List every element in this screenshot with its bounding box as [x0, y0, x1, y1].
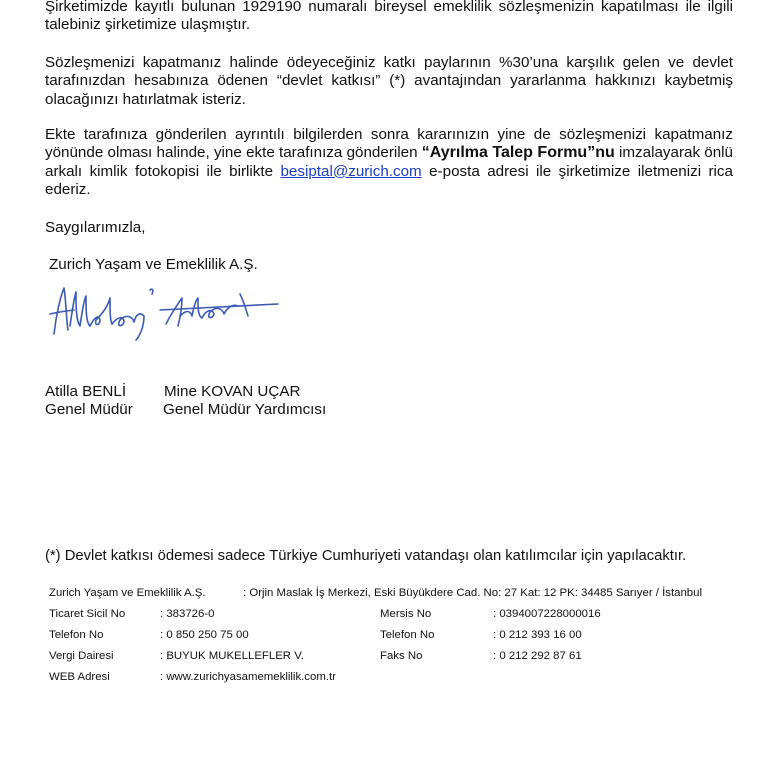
- footer-label: Vergi Dairesi: [49, 650, 114, 662]
- footer-value: : 0 212 292 87 61: [493, 650, 582, 662]
- paragraph-state-contribution: Sözleşmenizi kapatmanız halinde ödeyeceğiniz katkı paylarının %30’una karşılık gelen ve devlet tarafınızdan hesabınıza ödenen “devlet katkısı” (*) avantajından yararlanma hakkınızı kaybetmiş olacağınızı hatırlatmak isteriz.: [45, 54, 733, 108]
- signatory-2-name: Mine KOVAN UÇAR: [164, 383, 301, 400]
- footer-label: Mersis No: [380, 608, 432, 620]
- instructions-text-c: e-posta adresi ile şirketimize iletmenizi rica ederiz.: [45, 162, 733, 199]
- footnote: (*) Devlet katkısı ödemesi sadece Türkiye Cumhuriyeti vatandaşı olan katılımcılar için yapılacaktır.: [45, 548, 687, 564]
- footer-label: Telefon No: [49, 629, 104, 641]
- footer-label: Telefon No: [380, 629, 435, 641]
- footer-web-address[interactable]: : www.zurichyasamemeklilik.com.tr: [160, 671, 336, 683]
- signatory-2-title: Genel Müdür Yardımcısı: [163, 401, 327, 418]
- footer-value: : 0 850 250 75 00: [160, 629, 249, 641]
- footer-company: Zurich Yaşam ve Emeklilik A.Ş.: [49, 587, 206, 599]
- handwritten-signatures: [40, 276, 290, 346]
- footer-label: Ticaret Sicil No: [49, 608, 126, 620]
- signatory-1-name: Atilla BENLİ: [45, 383, 127, 400]
- footer-value: : BUYUK MUKELLEFLER V.: [160, 650, 304, 662]
- footer-label: WEB Adresi: [49, 671, 110, 683]
- form-name: “Ayrılma Talep Formu”nu: [421, 144, 615, 162]
- footer-address: : Orjin Maslak İş Merkezi, Eski Büyükdere Cad. No: 27 Kat: 12 PK: 34485 Sarıyer / İstanbul: [243, 587, 702, 599]
- footer-label: Faks No: [380, 650, 423, 662]
- paragraph-intro: Şirketimizde kayıtlı bulunan 1929190 numaralı bireysel emeklilik sözleşmenizin kapatılması ile ilgili talebiniz şirketimize ulaşmıştır.: [45, 0, 733, 34]
- email-link[interactable]: besiptal@zurich.com: [280, 162, 422, 180]
- company-name: Zurich Yaşam ve Emeklilik A.Ş.: [49, 256, 258, 273]
- footer-value: : 0 212 393 16 00: [493, 629, 582, 641]
- instructions-text-a: Ekte tarafınıza gönderilen ayrıntılı bilgilerden sonra kararınızın yine de sözleşmenizi kapatmanız yönünde olması halinde, yine ekte tarafınıza gönderilen: [45, 126, 733, 162]
- footer-value: : 383726-0: [160, 608, 215, 620]
- instructions-text-b: imzalayarak önlü arkalı kimlik fotokopisi ile birlikte: [45, 144, 734, 180]
- paragraph-instructions: [45, 126, 733, 200]
- footer-value: : 0394007228000016: [493, 608, 601, 620]
- signatory-1-title: Genel Müdür: [45, 401, 133, 418]
- closing-salutation: Saygılarımızla,: [45, 219, 146, 236]
